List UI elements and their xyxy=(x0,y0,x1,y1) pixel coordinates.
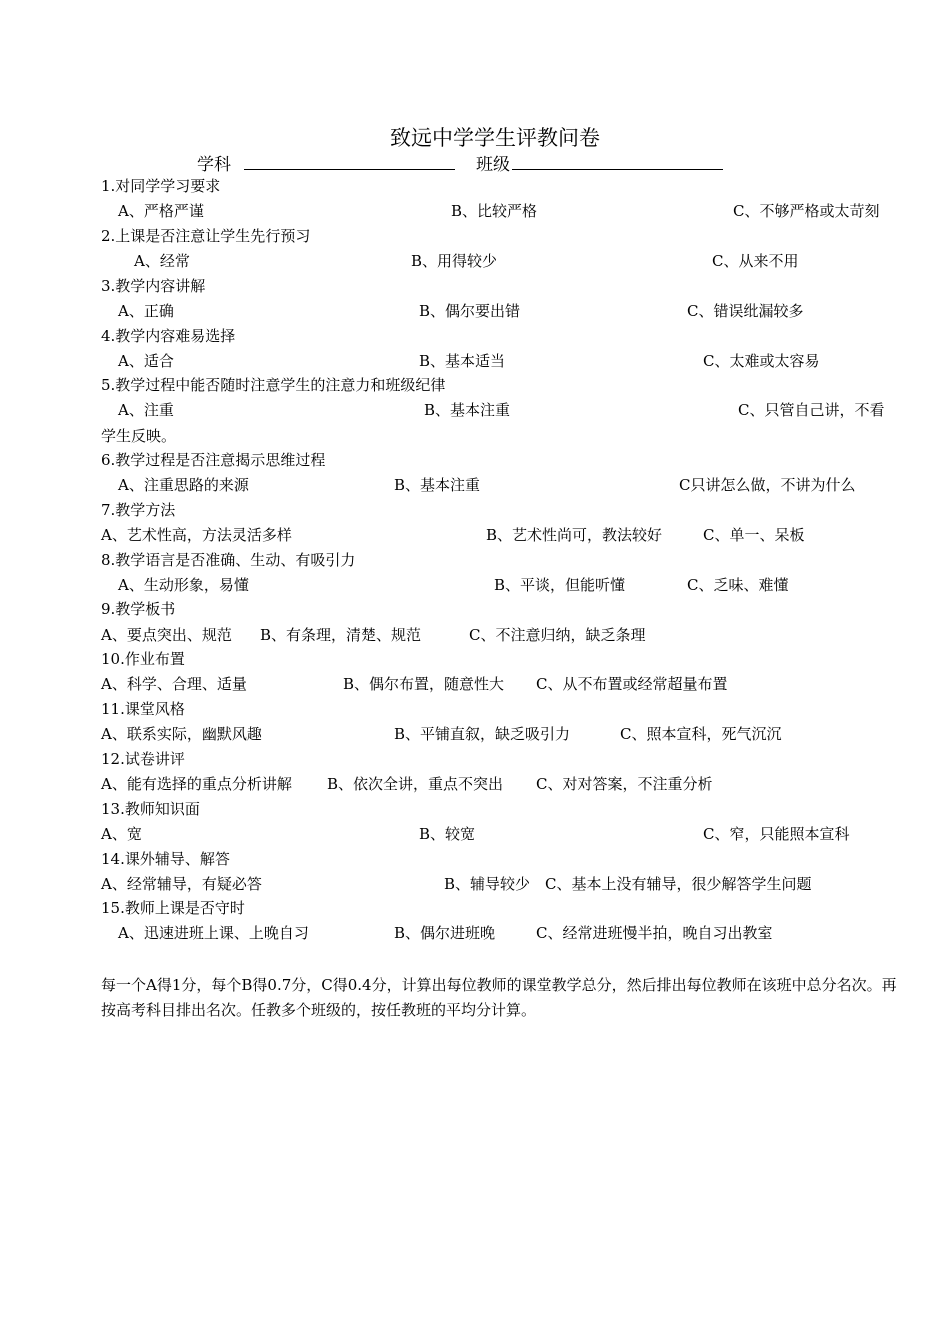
q15-option-b: B、偶尔进班晚 xyxy=(394,924,496,942)
q4-option-c: C、太难或太容易 xyxy=(703,352,820,370)
subject-blank[interactable] xyxy=(244,169,455,170)
q2-option-a: A、经常 xyxy=(134,252,190,270)
q4-option-a: A、适合 xyxy=(118,352,174,370)
q14-option-a: A、经常辅导，有疑必答 xyxy=(101,875,262,893)
q5-option-c-continued: 学生反映。 xyxy=(101,427,177,445)
q13-option-a: A、宽 xyxy=(101,825,142,843)
question-6: 6.教学过程是否注意揭示思维过程 xyxy=(101,451,326,469)
q13-option-c: C、窄，只能照本宣科 xyxy=(703,825,850,843)
question-14: 14.课外辅导、解答 xyxy=(101,850,230,868)
question-7: 7.教学方法 xyxy=(101,501,176,519)
q8-option-b: B、平谈，但能听懂 xyxy=(494,576,626,594)
q11-option-c: C、照本宣科，死气沉沉 xyxy=(620,725,782,743)
question-1: 1.对同学学习要求 xyxy=(101,177,221,195)
q9-option-c: C、不注意归纳，缺乏条理 xyxy=(469,626,646,644)
q2-option-b: B、用得较少 xyxy=(411,252,498,270)
q10-option-a: A、科学、合理、适量 xyxy=(101,675,247,693)
q3-option-b: B、偶尔要出错 xyxy=(419,302,521,320)
q10-option-c: C、从不布置或经常超量布置 xyxy=(536,675,728,693)
q7-option-a: A、艺术性高，方法灵活多样 xyxy=(101,526,292,544)
question-15: 15.教师上课是否守时 xyxy=(101,899,245,917)
q8-option-c: C、乏味、难懂 xyxy=(687,576,789,594)
question-4: 4.教学内容难易选择 xyxy=(101,327,236,345)
q9-option-b: B、有条理，清楚、规范 xyxy=(260,626,422,644)
q6-option-b: B、基本注重 xyxy=(394,476,481,494)
class-label: 班级 xyxy=(476,155,510,175)
question-9: 9.教学板书 xyxy=(101,600,176,618)
scoring-note: 每一个A得1分，每个B得0.7分，C得0.4分，计算出每位教师的课堂教学总分，然后排出每位教师在该班中总分名次。再按高考科目排出名次。任教多个班级的，按任教班的平均分计算。 xyxy=(101,976,897,1019)
q1-option-c: C、不够严格或太苛刻 xyxy=(733,202,880,220)
question-11: 11.课堂风格 xyxy=(101,700,185,718)
q15-option-c: C、经常进班慢半拍，晚自习出教室 xyxy=(536,924,773,942)
q11-option-a: A、联系实际，幽默风趣 xyxy=(101,725,262,743)
q2-option-c: C、从来不用 xyxy=(712,252,799,270)
q10-option-b: B、偶尔布置，随意性大 xyxy=(343,675,505,693)
q6-option-c: C只讲怎么做，不讲为什么 xyxy=(679,476,856,494)
q4-option-b: B、基本适当 xyxy=(419,352,506,370)
question-3: 3.教学内容讲解 xyxy=(101,277,206,295)
q11-option-b: B、平铺直叙，缺乏吸引力 xyxy=(394,725,571,743)
question-5: 5.教学过程中能否随时注意学生的注意力和班级纪律 xyxy=(101,376,446,394)
q12-option-a: A、能有选择的重点分析讲解 xyxy=(101,775,292,793)
q12-option-b: B、依次全讲，重点不突出 xyxy=(327,775,504,793)
q5-option-c: C、只管自己讲，不看 xyxy=(738,401,885,419)
q6-option-a: A、注重思路的来源 xyxy=(118,476,249,494)
q3-option-c: C、错误纰漏较多 xyxy=(687,302,804,320)
q5-option-a: A、注重 xyxy=(118,401,174,419)
q1-option-a: A、严格严谨 xyxy=(118,202,204,220)
q15-option-a: A、迅速进班上课、上晚自习 xyxy=(118,924,309,942)
q5-option-b: B、基本注重 xyxy=(424,401,511,419)
question-12: 12.试卷讲评 xyxy=(101,750,185,768)
q14-option-c: C、基本上没有辅导，很少解答学生问题 xyxy=(545,875,812,893)
q7-option-c: C、单一、呆板 xyxy=(703,526,805,544)
q7-option-b: B、艺术性尚可，教法较好 xyxy=(486,526,663,544)
q3-option-a: A、正确 xyxy=(118,302,174,320)
q1-option-b: B、比较严格 xyxy=(451,202,538,220)
q8-option-a: A、生动形象，易懂 xyxy=(118,576,249,594)
page-title: 致远中学学生评教问卷 xyxy=(390,126,600,150)
q12-option-c: C、对对答案，不注重分析 xyxy=(536,775,713,793)
question-2: 2.上课是否注意让学生先行预习 xyxy=(101,227,311,245)
question-13: 13.教师知识面 xyxy=(101,800,200,818)
class-blank[interactable] xyxy=(512,169,723,170)
question-8: 8.教学语言是否准确、生动、有吸引力 xyxy=(101,551,356,569)
question-10: 10.作业布置 xyxy=(101,650,185,668)
q13-option-b: B、较宽 xyxy=(419,825,476,843)
q14-option-b: B、辅导较少 xyxy=(444,875,531,893)
subject-label: 学科 xyxy=(197,155,231,175)
q9-option-a: A、要点突出、规范 xyxy=(101,626,232,644)
